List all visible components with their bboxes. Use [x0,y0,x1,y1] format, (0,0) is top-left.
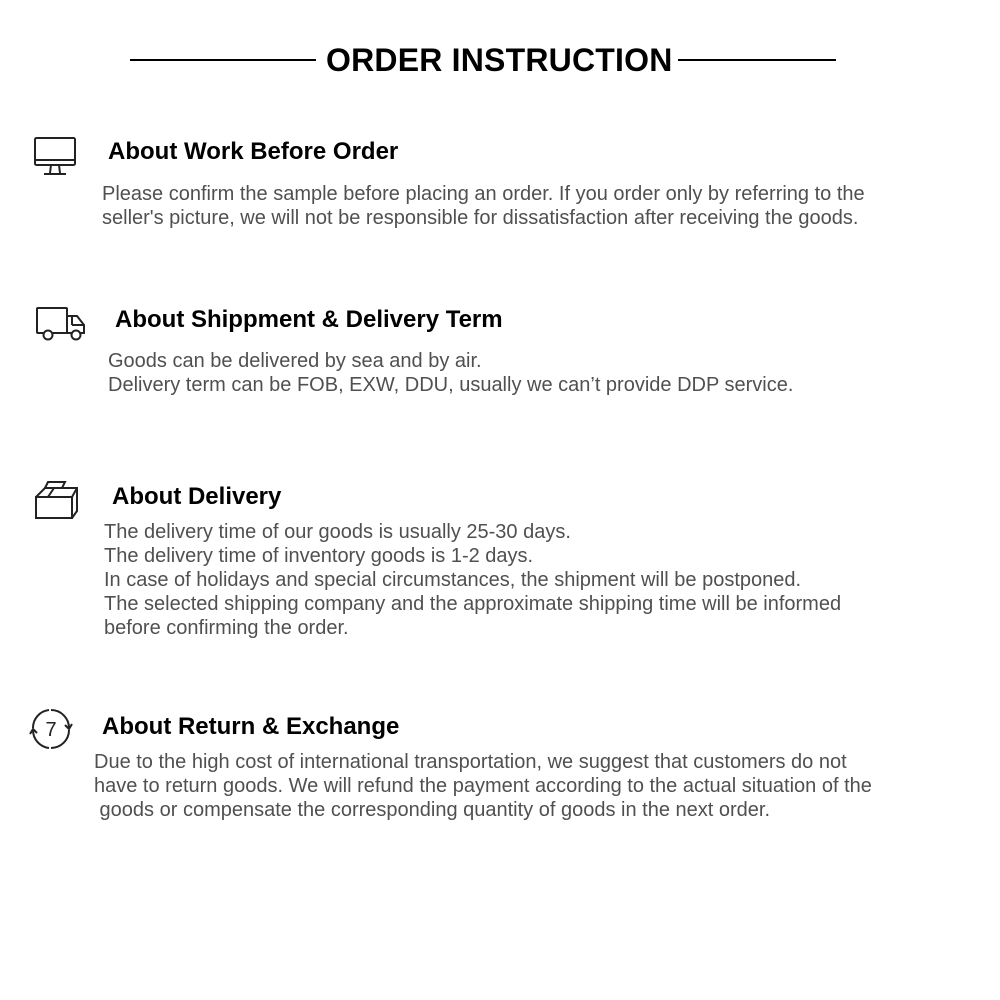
body-line: have to return goods. We will refund the payment according to the actual situation of the [94,775,872,797]
body-line: The selected shipping company and the approximate shipping time will be informed [104,593,842,615]
page-title: ORDER INSTRUCTION [326,42,673,78]
body-line: Due to the high cost of international transportation, we suggest that customers do not [94,751,847,773]
body-line: Delivery term can be FOB, EXW, DDU, usually we can’t provide DDP service. [108,374,794,396]
monitor-icon [32,134,78,180]
section-body [104,520,841,640]
page-header [0,38,1000,84]
body-line: Please confirm the sample before placing an order. If you order only by referring to the [102,183,865,205]
section-heading: About Return & Exchange [102,713,400,740]
body-line: In case of holidays and special circumstances, the shipment will be postponed. [104,569,802,591]
title-divider-left [130,59,316,61]
section-heading: About Shippment & Delivery Term [115,306,503,333]
section-heading: About Delivery [112,483,282,510]
truck-icon [34,300,88,346]
body-line: goods or compensate the corresponding quantity of goods in the next order. [94,799,770,821]
seven-day-return-icon [28,706,74,752]
section-body [94,750,872,822]
body-line: before confirming the order. [104,617,349,639]
body-line: Goods can be delivered by sea and by air. [108,350,482,372]
section-body [102,182,865,230]
title-divider-right [678,59,836,61]
body-line: The delivery time of our goods is usually 25-30 days. [104,521,571,543]
package-icon [32,478,78,524]
body-line: The delivery time of inventory goods is 1-2 days. [104,545,534,567]
body-line: seller's picture, we will not be responsible for dissatisfaction after receiving the goods. [102,207,859,229]
icon-number: 7 [45,719,57,741]
section-body [108,349,793,397]
section-heading: About Work Before Order [108,138,399,165]
